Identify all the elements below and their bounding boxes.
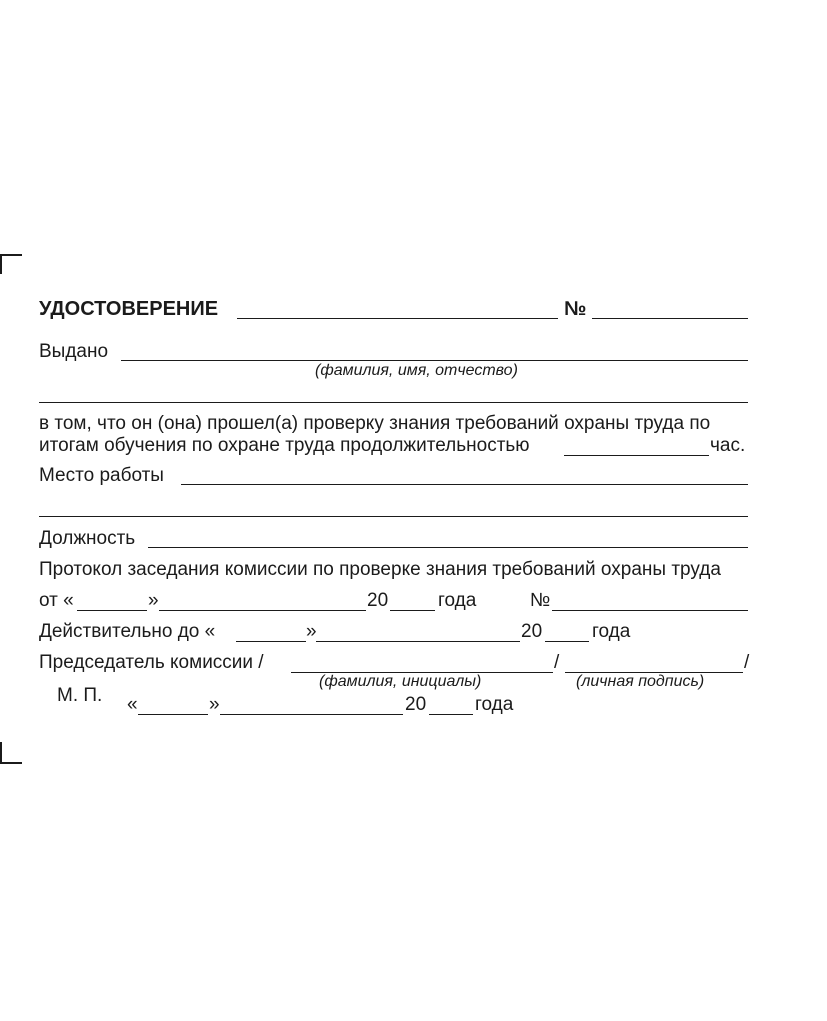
chair-slash-end: / <box>744 652 750 673</box>
position-label: Должность <box>39 528 136 549</box>
chair-signature-caption: (личная подпись) <box>576 673 705 690</box>
body-text-line-2: итогам обучения по охране труда продолжительностью <box>39 435 530 456</box>
valid-month-line[interactable] <box>316 641 520 642</box>
number-sign: № <box>564 298 587 320</box>
workplace-label: Место работы <box>39 465 164 486</box>
protocol-day-line[interactable] <box>77 610 147 611</box>
issue-month-line[interactable] <box>220 714 403 715</box>
issued-label: Выдано <box>39 341 109 362</box>
issued-name-line[interactable] <box>121 360 748 361</box>
issue-year-line[interactable] <box>429 714 473 715</box>
issued-name-line-2[interactable] <box>39 402 748 403</box>
issue-year-suffix: года <box>475 694 514 715</box>
valid-until-prefix: Действительно до « <box>39 621 216 642</box>
protocol-text: Протокол заседания комиссии по проверке знания требований охраны труда <box>39 559 721 580</box>
protocol-number-line[interactable] <box>552 610 748 611</box>
certificate-number-line[interactable] <box>592 318 748 319</box>
issue-year-prefix: 20 <box>405 694 427 715</box>
valid-year-line[interactable] <box>545 641 589 642</box>
hours-unit: час. <box>710 435 746 456</box>
issue-quote-close: » <box>209 694 220 715</box>
hours-line[interactable] <box>564 455 709 456</box>
protocol-number-sign: № <box>530 590 551 611</box>
body-text-line-1: в том, что он (она) прошел(а) проверку знания требований охраны труда по <box>39 413 711 434</box>
valid-year-suffix: года <box>592 621 631 642</box>
title-blank-line[interactable] <box>237 318 558 319</box>
protocol-year-prefix: 20 <box>367 590 389 611</box>
issued-caption: (фамилия, имя, отчество) <box>315 362 518 379</box>
chair-slash-middle: / <box>554 652 560 673</box>
issue-day-line[interactable] <box>138 714 208 715</box>
protocol-quote-close: » <box>148 590 159 611</box>
certificate-title: УДОСТОВЕРЕНИЕ <box>39 298 219 320</box>
issue-quote-open: « <box>127 694 138 715</box>
valid-quote-close: » <box>306 621 317 642</box>
workplace-line-2[interactable] <box>39 516 748 517</box>
protocol-year-line[interactable] <box>390 610 435 611</box>
chair-label: Председатель комиссии / <box>39 652 264 673</box>
stamp-label: М. П. <box>57 685 103 706</box>
workplace-line[interactable] <box>181 484 748 485</box>
chair-name-caption: (фамилия, инициалы) <box>319 673 482 690</box>
protocol-month-line[interactable] <box>159 610 366 611</box>
position-line[interactable] <box>148 547 748 548</box>
from-prefix: от « <box>39 590 74 611</box>
valid-year-prefix: 20 <box>521 621 543 642</box>
valid-day-line[interactable] <box>236 641 306 642</box>
protocol-year-suffix: года <box>438 590 477 611</box>
